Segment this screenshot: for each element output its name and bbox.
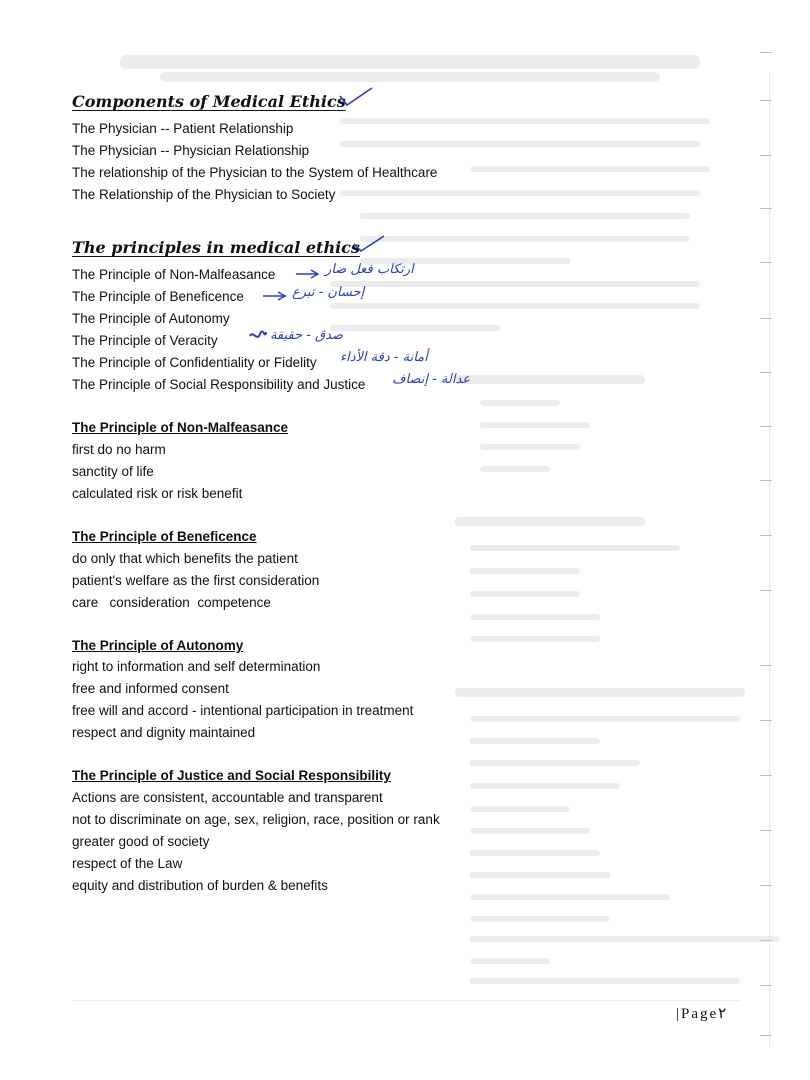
section-title: The Principle of Autonomy xyxy=(72,638,244,653)
section-lines xyxy=(72,787,440,897)
section-lines xyxy=(72,656,413,744)
page-number-value: ٢ xyxy=(718,1006,727,1022)
annotation-beneficence: إحسان - تبرع xyxy=(292,285,365,300)
list-item: Actions are consistent, accountable and transparent xyxy=(72,790,383,805)
list-item: greater good of society xyxy=(72,834,210,849)
list-item: The Principle of Confidentiality or Fidelity xyxy=(72,355,317,370)
list-item: not to discriminate on age, sex, religion, race, position or rank xyxy=(72,812,440,827)
section-lines xyxy=(72,439,242,505)
annotation-justice: عدالة - إنصاف xyxy=(392,372,471,387)
list-item: free will and accord - intentional participation in treatment xyxy=(72,703,414,718)
list-item: The Physician -- Physician Relationship xyxy=(72,143,310,158)
list-item: respect and dignity maintained xyxy=(72,725,256,740)
list-item: do only that which benefits the patient xyxy=(72,551,298,566)
list-item: right to information and self determination xyxy=(72,659,321,674)
checkmark-icon xyxy=(352,234,386,254)
list-item: The Principle of Beneficence xyxy=(72,289,244,304)
arrow-right-icon xyxy=(262,290,288,302)
list-item: The Physician -- Patient Relationship xyxy=(72,121,294,136)
arrow-right-icon xyxy=(295,268,321,280)
components-list xyxy=(72,118,437,206)
list-item: sanctity of life xyxy=(72,464,154,479)
list-item: The Principle of Non-Malfeasance xyxy=(72,267,276,282)
list-item: The Principle of Veracity xyxy=(72,333,218,348)
section-lines xyxy=(72,548,319,614)
components-heading: Components of Medical Ethics xyxy=(72,92,346,111)
list-item: The Relationship of the Physician to Society xyxy=(72,187,336,202)
annotation-non-malfeasance: ارتكاب فعل ضار xyxy=(325,262,414,277)
list-item: calculated risk or risk benefit xyxy=(72,486,243,501)
annotation-confidentiality: أمانة - دقة الأداء xyxy=(340,350,428,365)
footer-rule xyxy=(72,1000,740,1001)
section-title: The Principle of Justice and Social Responsibility xyxy=(72,768,391,783)
list-item: free and informed consent xyxy=(72,681,229,696)
list-item: The Principle of Social Responsibility and Justice xyxy=(72,377,366,392)
list-item: equity and distribution of burden & benefits xyxy=(72,878,328,893)
section-title: The Principle of Beneficence xyxy=(72,529,257,544)
list-item: The relationship of the Physician to the System of Healthcare xyxy=(72,165,438,180)
list-item: first do no harm xyxy=(72,442,166,457)
scribble-mark xyxy=(248,328,268,344)
checkmark-icon xyxy=(338,86,374,108)
section-title: The Principle of Non-Malfeasance xyxy=(72,420,289,435)
page-label: |Page xyxy=(676,1006,719,1022)
list-item: The Principle of Autonomy xyxy=(72,311,230,326)
list-item: patient's welfare as the first consideration xyxy=(72,573,320,588)
principles-heading: The principles in medical ethics xyxy=(72,238,360,257)
annotation-veracity: صدق - حقيقة xyxy=(270,328,343,343)
list-item: respect of the Law xyxy=(72,856,183,871)
page-number xyxy=(676,1004,726,1023)
list-item: care consideration competence xyxy=(72,595,271,610)
